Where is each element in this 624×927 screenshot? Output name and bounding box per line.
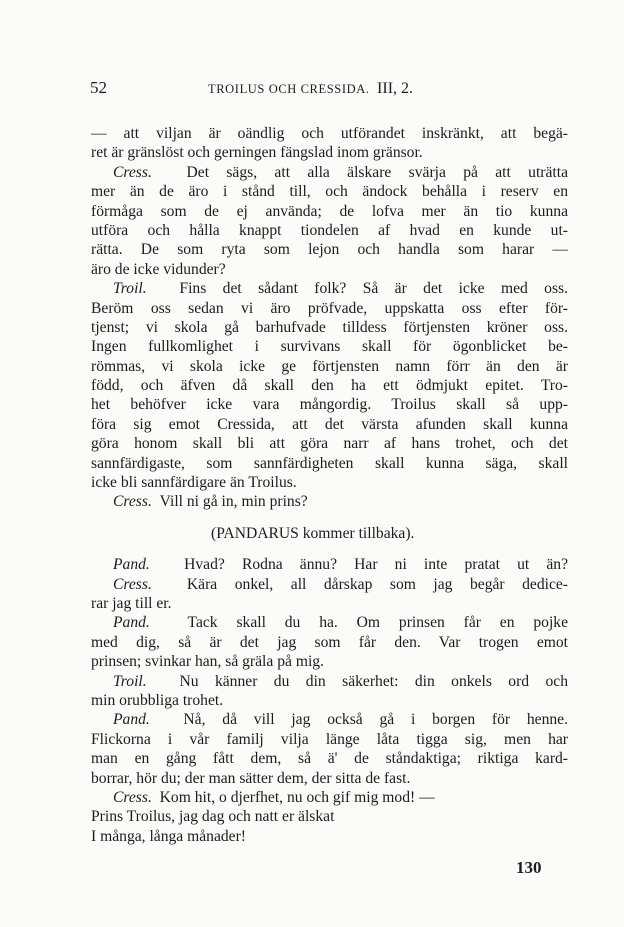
text-line [91,594,568,613]
text-line [91,672,568,691]
text-line [91,299,568,318]
text-line [91,279,568,298]
line-text: min orubbliga trohet. [91,691,224,709]
text-line [91,221,568,240]
spacer [91,512,568,524]
line-text: römmas, vi skola icke ge förtjensten namn förr än den är [91,357,568,375]
text-line [91,395,568,414]
text-line [91,652,568,671]
speaker-name: Pand. [113,711,150,729]
text-line [91,124,568,143]
stage-direction-text: (PANDARUS kommer tillbaka). [211,524,415,542]
act-scene: III, 2. [377,80,414,97]
line-text: I många, långa månader! [91,827,246,845]
speaker-name: Pand. [113,614,150,632]
text-line [91,318,568,337]
line-text: — att viljan är oändlig och utförandet inskränkt, att begä- [91,125,568,142]
text-line [91,710,568,729]
speaker-name: Pand. [113,556,150,574]
line-text: Ingen fullkomlighet i survivans skall för ögonblicket be- [91,338,568,356]
text-line [91,240,568,259]
line-text: borrar, hör du; der man sätter dem, der sitta de fast. [91,769,411,787]
line-text: Tack skall du ha. Om prinsen får en pojke [187,614,569,632]
page-header [90,78,564,102]
line-text: man en gång fått dem, så ä' de ståndaktiga; riktiga kard- [91,750,568,768]
line-text: föra sig emot Cressida, att det värsta afunden skall kunna [91,415,568,433]
line-text: icke bli sannfärdigare än Troilus. [91,474,297,492]
line-text: Beröm oss sedan vi äro pröfvade, uppskatta oss efter för- [91,299,568,317]
text-line [91,376,568,395]
line-text: Fins det sådant folk? Så är det icke med oss. [179,280,568,298]
line-text: het behöfver icke vara mångordig. Troilus skall så upp- [91,396,568,414]
line-text: äro de icke vidunder? [91,260,226,278]
text-line [91,357,568,376]
line-text: Flickorna i vår familj vilja länge låta tigga sig, men har [91,730,568,748]
speaker-name: Cress. [113,163,152,181]
line-text: Kom hit, o djerfhet, nu och gif mig mod! — [159,788,435,806]
text-line [91,260,568,279]
line-text: tjenst; vi skola gå barhufvade tilldess förtjensten kröner oss. [91,318,568,336]
line-text: rar jag till er. [91,594,172,612]
speaker-name: Troil. [113,280,147,298]
text-line [91,163,568,182]
text-line [91,143,568,162]
speaker-name: Cress. [113,788,152,806]
line-text: utföra och hålla knappt tiondelen af hvad en kunde ut- [91,221,568,239]
line-text: Hvad? Rodna ännu? Har ni inte pratat ut än? [184,556,568,574]
text-line [91,633,568,652]
text-line [91,555,568,574]
text-line [91,202,568,221]
line-text: Vill ni gå in, min prins? [159,493,308,511]
text-line [91,807,568,826]
speaker-name: Cress. [113,575,152,593]
line-text: ret är gränslöst och gerningen fängslad inom gränsor. [91,144,423,162]
page-number: 52 [90,78,107,97]
text-line [91,492,568,511]
text-line [91,337,568,356]
text-line [91,473,568,492]
line-text: sannfärdigaste, som sannfärdigheten skall kunna säga, skall [91,454,568,472]
text-line [91,691,568,710]
line-text: Nå, då vill jag också gå i borgen för henne. [183,711,569,729]
text-line [91,613,568,632]
text-line [91,454,568,473]
line-text: prinsen; svinkar han, så gräla på mig. [91,653,324,671]
line-text: Nu känner du din säkerhet: din onkels ord och [179,672,569,690]
line-text: född, och äfven då skall den ha ett ödmjukt epitet. Tro- [91,377,568,395]
line-text: rätta. De som ryta som lejon och handla som harar — [91,241,568,259]
text-line [91,434,568,453]
running-title [208,80,413,98]
line-text: Kära onkel, all dårskap som jag begår dedice- [186,575,568,593]
stage-direction [91,524,568,543]
line-text: med dig, så är det jag som får den. Var trogen emot [91,633,568,651]
text-line [91,730,568,749]
play-text [91,124,568,846]
running-title-text: TROILUS OCH CRESSIDA. [208,82,370,96]
text-line [91,182,568,201]
speaker-name: Troil. [113,672,147,690]
line-text: mer än de äro i stånd till, och ändock behålla i reserv en [91,183,568,201]
line-text: förmåga som de ej använda; de lofva mer än tio kunna [91,202,568,220]
text-line [91,575,568,594]
speaker-name: Cress. [113,493,152,511]
line-text: Det sägs, att alla älskare svärja på att uträtta [186,163,568,181]
signature-mark: 130 [516,858,542,877]
text-line [91,415,568,434]
text-line [91,769,568,788]
line-text: göra honom skall bli att göra narr af hans trohet, och det [91,435,568,453]
line-text: Prins Troilus, jag dag och natt er älskat [91,808,335,826]
spacer [91,543,568,555]
text-line [91,788,568,807]
text-line [91,827,568,846]
text-line [91,749,568,768]
